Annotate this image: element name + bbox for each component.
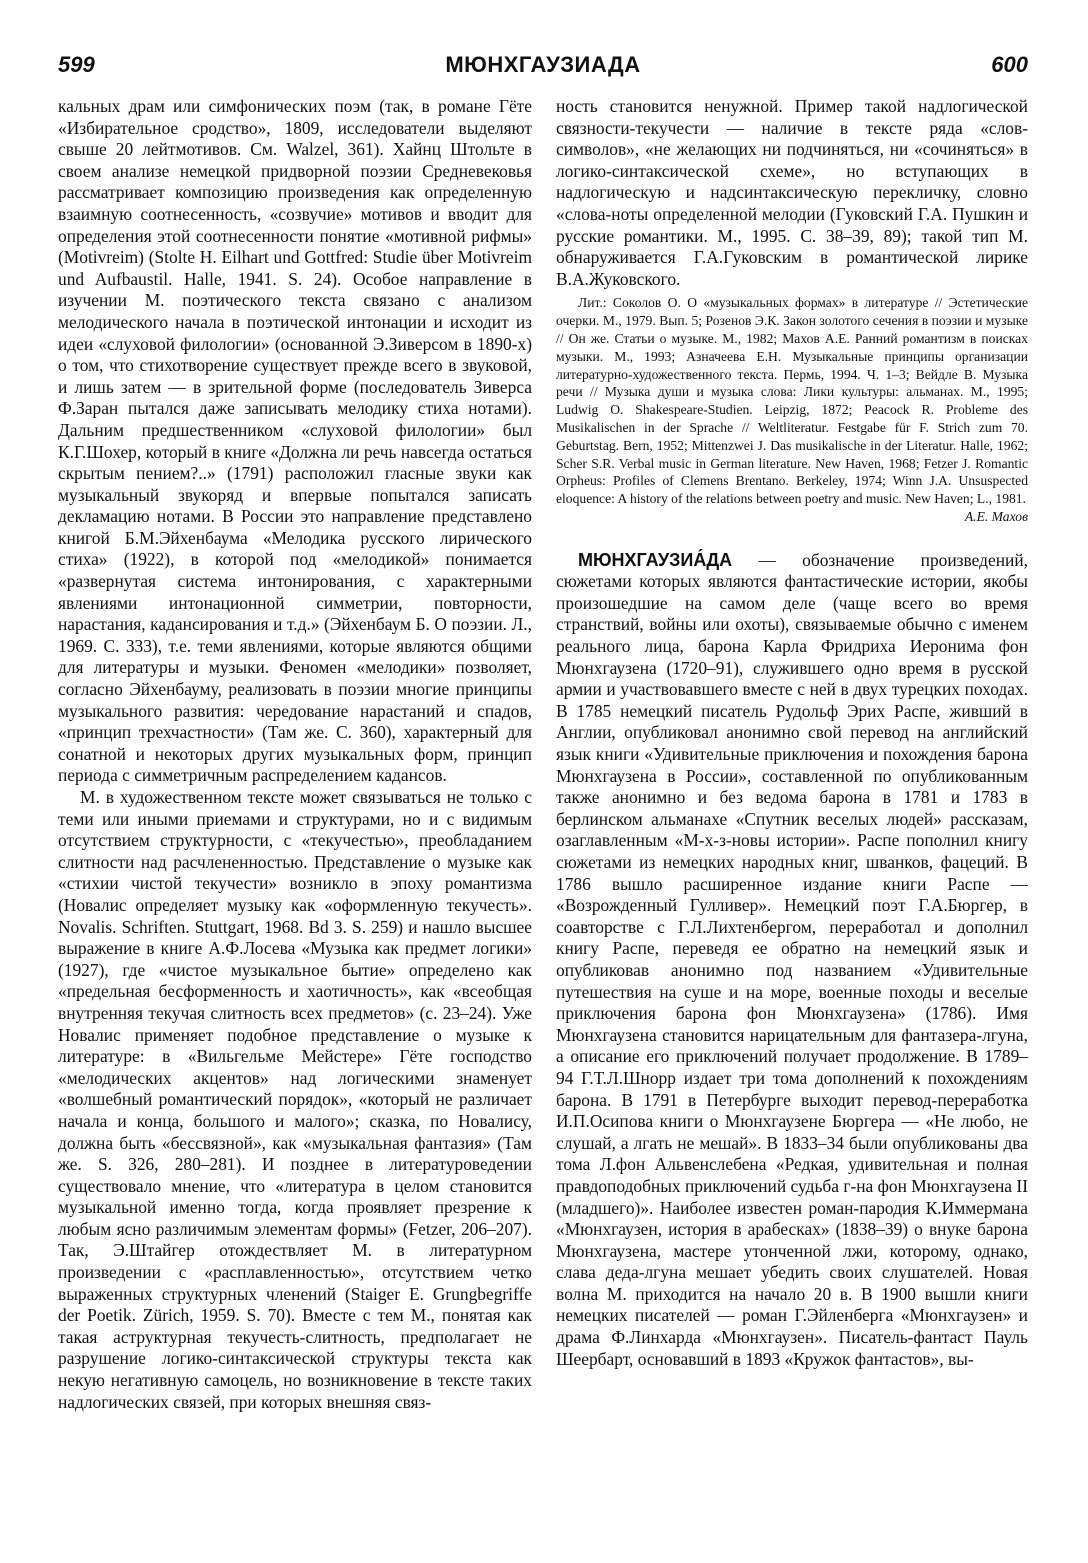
entry-headword: МЮНХГАУЗИА́ДА: [578, 549, 733, 570]
left-column: [58, 96, 532, 1553]
article-author: А.Е. Махов: [964, 508, 1028, 524]
running-title: МЮНХГАУЗИАДА: [445, 52, 641, 77]
page-number-right: 600: [991, 52, 1028, 77]
paragraph: ность становится ненужной. Пример такой надлогической связности-текучести — наличие в тексте ряда «слов-символов», «не желающих ни подчиняться, ни «сочиняться» в логико-синтаксической схеме», но вступающих в надлогическую и надсинтаксическую перекличку, словно «слова-ноты определенной мелодии (Гуковский Г.А. Пушкин и русские романтики. М., 1995. С. 38–39, 89); такой тип М. обнаруживается Г.А.Гуковским в романтической лирике В.А.Жуковского.: [556, 96, 1028, 289]
bibliography-text: Лит.: Соколов О. О «музыкальных формах» в литературе // Эстетические очерки. М., 1979. Вып. 5; Розенов Э.К. Закон золотого сечения в поэзии и музыке // Он же. Статьи о музыке. М., 1982; Махов А.Е. Ранний романтизм в поисках музыки. М., 1993; Азначеева Е.Н. Музыкальные принципы организации литературно-художественного текста. Пермь, 1994. Ч. 1–3; Вейдле В. Музыка речи // Музыка души и музыка слова: Лики культуры: альманах. М., 1995; Ludwig O. Shakespeare-Studien. Leipzig, 1872; Peacock R. Probleme des Musikalischen in der Sprache // Weltliteratur. Festgabe für F. Strich zum 70. Geburtstag. Bern, 1952; Mittenzwei J. Das musikalische in der Literatur. Halle, 1962; Scher S.R. Verbal music in German literature. New Haven, 1968; Fetzer J. Romantic Orpheus: Profiles of Clemens Brentano. Berkeley, 1974; Winn J.A. Unsuspected eloquence: A history of the relations between poetry and music. New Haven; L., 1981.: [556, 295, 1028, 507]
paragraph: кальных драм или симфонических поэм (так, в романе Гёте «Избирательное сродство», 1809, исследователи выделяют свыше 20 лейтмотивов. См. Walzel, 361). Хайнц Штольте в своем анализе немецкой придворной поэзии Средневековья рассматривает композицию произведения как определенную взаимную соотнесенность, «созвучие» мотивов и вводит для определения этой соотнесенности понятие «мотивной рифмы» (Motivreim) (Stolte H. Eilhart und Gottfred: Studie über Motivreim und Aufbaustil. Halle, 1941. S. 24). Особое направление в изучении М. поэтического текста связано с анализом мелодического начала в поэтической интонации и исходит из идеи «слуховой филологии» (основанной Э.Зиверсом в 1890-х) о том, что стихотворение существует прежде всего в звуковой, и лишь затем — в зрительной форме (последователь Зиверса Ф.Заран пытался даже записывать мелодику стиха нотами). Дальним предшественником «слуховой филологии» был К.Г.Шохер, который в книге «Должна ли речь навсегда остаться скрытым пением?..» (1791) расположил гласные звуки как музыкальный звукоряд и впервые попытался записать декламацию нотами. В России это направление представлено книгой Б.М.Эйхенбаума «Мелодика русского лирического стиха» (1922), в которой под «мелодикой» понимается «развернутая система интонирования, с характерными явлениями интонационной симметрии, повторности, нарастания, кадансирования и т.д.» (Эйхенбаум Б. О поэзии. Л., 1969. С. 333), т.е. теми явлениями, которые являются общими для литературы и музыки. Феномен «мелодики» позволяет, согласно Эйхенбауму, реализовать в поэзии многие принципы музыкального развития: чередование нарастаний и спадов, «принцип трехчастности» (Там же. С. 360), характерный для сонатной и некоторых других музыкальных форм, принцип периода с симметричным распределением кадансов.: [58, 96, 532, 786]
page-number-left: 599: [58, 52, 95, 77]
right-column: [556, 96, 1028, 1553]
page-header: [58, 52, 1028, 86]
bibliography: [556, 294, 1028, 525]
paragraph: М. в художественном тексте может связываться не только с теми или иными приемами и структурами, но и с видимым отсутствием структурности, с «текучестью», преобладанием слитности над расчлененностью. Представление о музыке как «стихии чистой текучести» возникло в эпоху романтизма (Новалис определяет музыку как «оформленную текучесть». Novalis. Schriften. Stuttgart, 1968. Bd 3. S. 259) и нашло высшее выражение в книге А.Ф.Лосева «Музыка как предмет логики» (1927), где «чистое музыкальное бытие» определено как «предельная бесформенность и хаотичность», как «всеобщая внутренняя текучая слитность всех предметов» (с. 23–24). Уже Новалис применяет подобное представление о музыке к литературе: в «Вильгельме Мейстере» Гёте господство «мелодических акцентов» над логическими знаменует «волшебный романтический порядок», «который не различает начала и конца, большого и малого»; сказка, по Новалису, должна быть «бессвязной», как «музыкальная фантазия» (Там же. S. 326, 280–281). И позднее в литературоведении существовало мнение, что «литература в целом становится музыкальной именно тогда, когда проявляет презрение к любым ясно различимым элементам формы» (Fetzer, 206–207). Так, Э.Штайгер отождествляет М. в литературном произведении с «расплавленностью», отсутствием четко выраженных структурных членений (Staiger E. Grungbegriffe der Poetik. Zürich, 1959. S. 70). Вместе с тем М., понятая как такая аструктурная текучесть-слитность, предполагает не разрушение логико-синтаксической структуры текста как некую негативную самоцель, но возникновение в тексте таких надлогических связей, при которых внешняя связ-: [58, 787, 532, 1412]
entry-text: — обозначение произведений, сюжетами которых являются фантастические истории, якобы произошедшие на самом деле (чаще всего во время странствий, войны или охоты), связываемые обычно с именем реального лица, барона Карла Фридриха Иеронима фон Мюнхгаузена (1720–91), служившего одно время в русской армии и участвовавшего вместе с ней в двух турецких походах. В 1785 немецкий писатель Рудольф Эрих Распе, живший в Англии, опубликовал анонимно свой перевод на английский язык книги «Удивительные приключения и похождения барона Мюнхгаузена в России», составленной по опубликованным также анонимно и без ведома барона в 1781 и 1783 в берлинском альманахе «Спутник веселых людей» рассказам, озаглавленным «М-х-з-новы истории». Распе пополнил книгу сюжетами из немецких народных книг, шванков, фацеций. В 1786 вышло расширенное издание книги Распе — «Возрожденный Гулливер». Немецкий поэт Г.А.Бюргер, в соавторстве с Г.Л.Лихтенбергом, переработал и дополнил книгу Распе, переведя ее обратно на немецкий язык и опубликовав анонимно под названием «Удивительные путешествия на суше и на море, военные походы и веселые приключения барона фон Мюнхгаузена» (1786). Имя Мюнхгаузена становится нарицательным для фантазера-лгуна, а описание его приключений получает продолжение. В 1789–94 Г.Т.Л.Шнорр издает три тома дополнений к похождениям барона. В 1791 в Петербурге выходит перевод-переработка И.П.Осипова книги о Мюнхгаузене Бюргера — «Не любо, не слушай, а лгать не мешай». В 1833–34 были опубликованы два тома Л.фон Альвенслебена «Редкая, удивительная и полная правдоподобных приключений судьба г-на фон Мюнхгаузена II (младшего)». Наиболее известен роман-пародия К.Иммермана «Мюнхгаузен, история в арабесках» (1838–39) о внуке барона Мюнхгаузена, мастере утонченной лжи, которому, однако, слава деда-лгуна мешает убедить своих слушателей. Новая волна М. приходится на начало 20 в. В 1900 вышли книги немецких писателей — роман Г.Эйленберга «Мюнхгаузен» и драма Ф.Линхарда «Мюнхгаузен». Писатель-фантаст Пауль Шеербарт, основавший в 1893 «Кружок фантастов», вы-: [556, 549, 1028, 1369]
dictionary-entry: [556, 550, 1028, 1371]
